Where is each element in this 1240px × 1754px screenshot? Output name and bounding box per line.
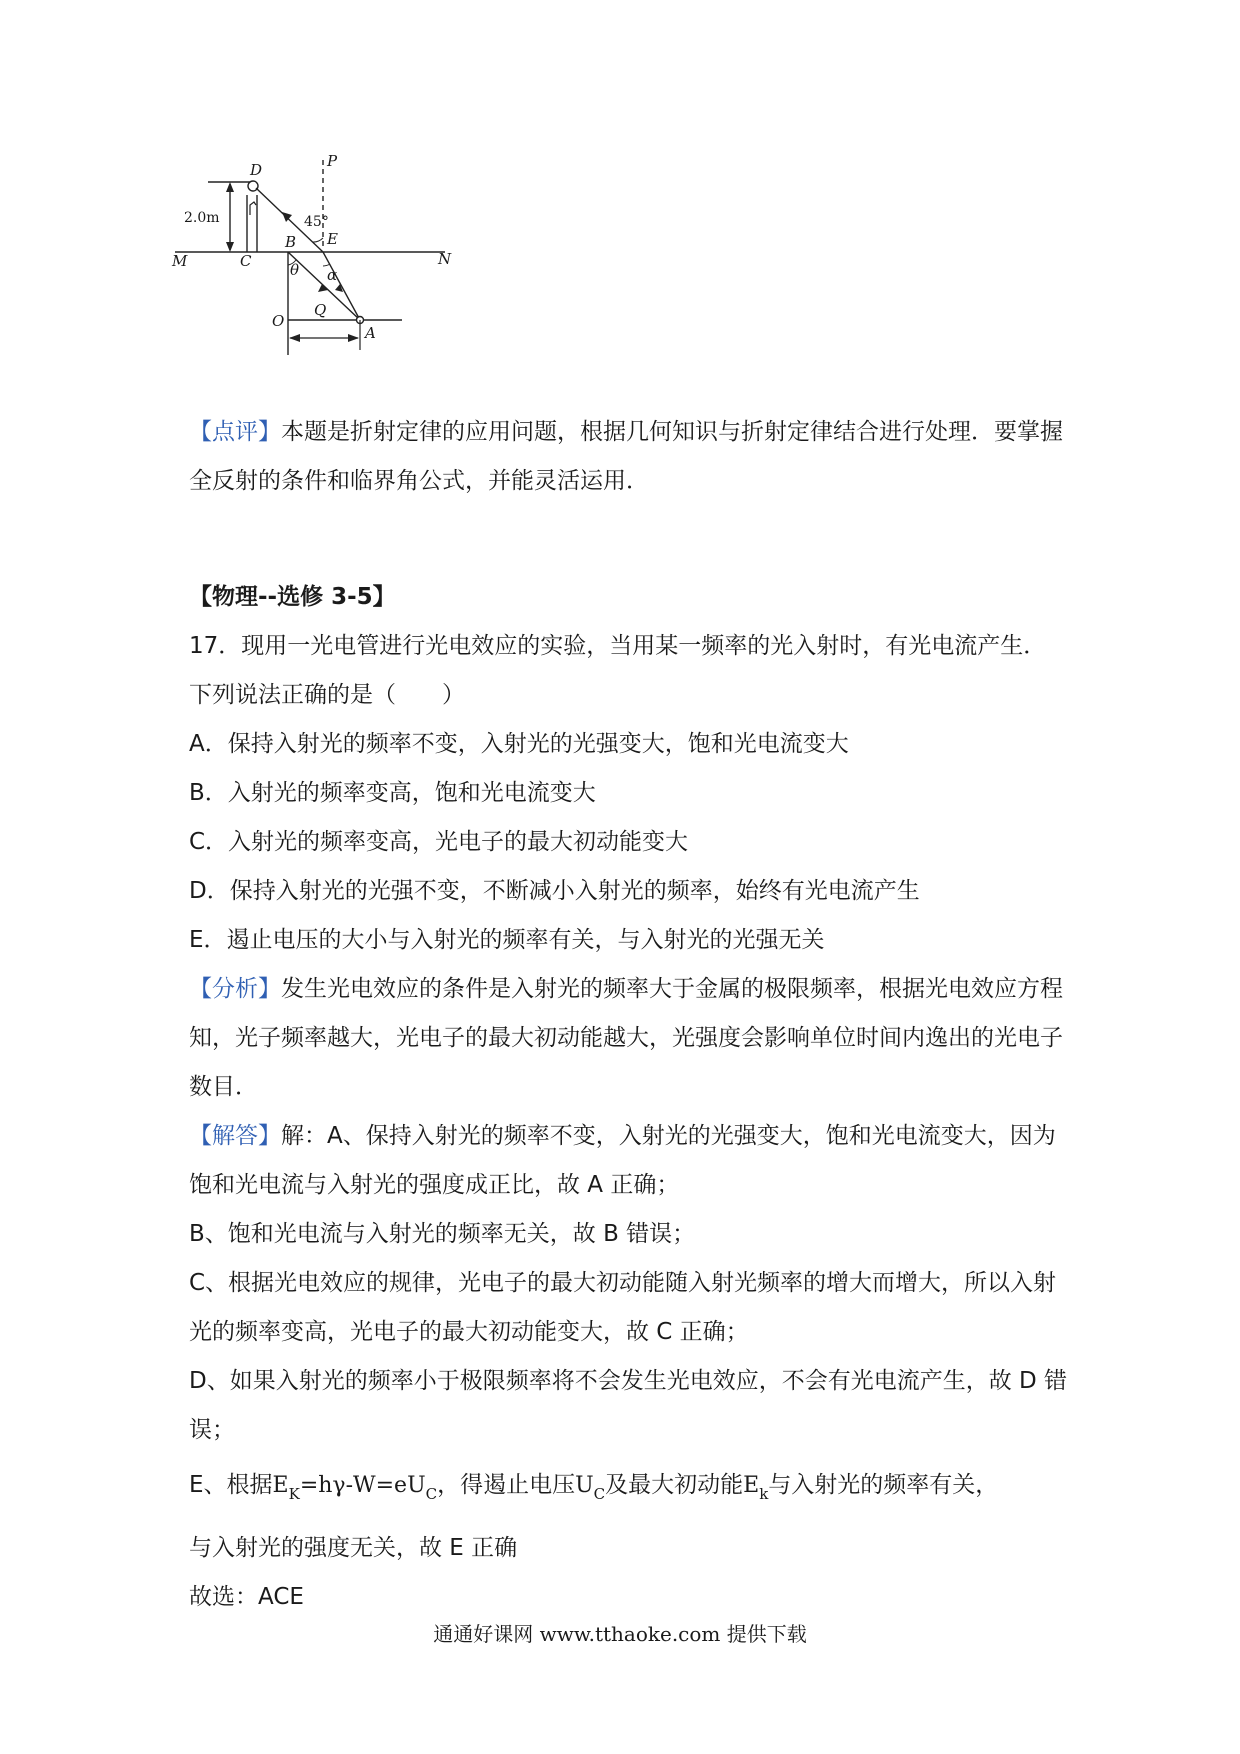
- formula-end: ，: [437, 1472, 461, 1498]
- option-c: C．入射光的频率变高，光电子的最大初动能变大: [189, 829, 689, 855]
- ek-main: E: [743, 1473, 760, 1498]
- distance-arrow-right: [348, 334, 359, 342]
- answer-line-e: [189, 1455, 1069, 1524]
- option-d: D．保持入射光的光强不变，不断减小入射光的频率，始终有光电流产生: [189, 878, 920, 904]
- e-mid-text: 得遏止电压: [460, 1472, 576, 1498]
- answer-line-b: B、饱和光电流与入射光的频率无关，故 B 错误；: [189, 1221, 696, 1247]
- answer-tag: 【解答】: [189, 1123, 281, 1149]
- e-mid-text2: 及最大初动能: [605, 1472, 744, 1498]
- formula-ek2: [743, 1473, 769, 1503]
- answer-first: 解：A、保持入射光的频率不变，入射光的光强变大，饱和光电流变大，因为饱和光电流与入射光的强度成正比，故 A 正确；: [189, 1123, 1056, 1198]
- analysis-text: 发生光电效应的条件是入射光的频率大于金属的极限频率，根据光电效应方程知，光子频率越大，光电子的最大初动能越大，光强度会影响单位时间内逸出的光电子数目．: [189, 976, 1063, 1100]
- formula-e: E: [272, 1473, 289, 1498]
- formula-sub-c: C: [425, 1485, 438, 1503]
- answer-paragraph: [189, 1112, 1069, 1210]
- label-45: 45°: [304, 214, 329, 230]
- distance-arrow-left: [289, 334, 300, 342]
- footer-credit: 通通好课网 www.tthaoke.com 提供下载: [433, 1622, 807, 1646]
- label-c: C: [240, 252, 252, 270]
- document-body: [189, 408, 1069, 1622]
- option-a: A．保持入射光的频率不变，入射光的光强变大，饱和光电流变大: [189, 731, 849, 757]
- label-o: O: [272, 312, 285, 330]
- label-height: 2.0m: [184, 210, 220, 226]
- refraction-diagram: [172, 152, 480, 405]
- formula-uc: [575, 1473, 606, 1503]
- e-prefix: E、根据: [189, 1472, 273, 1498]
- ray-a-to-e: [323, 252, 360, 320]
- final-answer: 故选：ACE: [189, 1584, 304, 1610]
- answer-line-e2: 与入射光的强度无关，故 E 正确: [189, 1535, 518, 1561]
- label-q: Q: [314, 301, 327, 319]
- analysis-tag: 【分析】: [189, 976, 281, 1002]
- height-arrow-top: [226, 182, 234, 192]
- question-stem: 17．现用一光电管进行光电效应的实验，当用某一频率的光入射时，有光电流产生．下列说法正确的是（ ）: [189, 633, 1047, 708]
- label-n: N: [438, 250, 452, 268]
- height-arrow-bottom: [226, 242, 234, 252]
- answer-line-c: C、根据光电效应的规律，光电子的最大初动能随入射光频率的增大而增大，所以入射光的频率变高，光电子的最大初动能变大，故 C 正确；: [189, 1270, 1057, 1345]
- review-tag: 【点评】: [189, 419, 281, 445]
- answer-line-d: D、如果入射光的频率小于极限频率将不会发生光电效应，不会有光电流产生，故 D 错误；: [189, 1368, 1068, 1443]
- angle-45-arc: [312, 238, 323, 242]
- option-b: B．入射光的频率变高，饱和光电流变大: [189, 780, 596, 806]
- label-a: A: [365, 324, 376, 342]
- label-d: D: [250, 161, 263, 179]
- formula-mid: =hγ-W=eU: [299, 1473, 426, 1498]
- point-d-marker: [248, 181, 258, 191]
- uc-main: U: [575, 1473, 594, 1498]
- analysis-paragraph: [189, 965, 1069, 1112]
- formula-sub-k: K: [288, 1485, 300, 1503]
- e-tail: 与入射光的频率有关，: [768, 1472, 999, 1498]
- formula-ek: [272, 1473, 438, 1503]
- label-m: M: [172, 252, 188, 270]
- ek-sub: k: [759, 1485, 769, 1503]
- uc-sub: C: [593, 1485, 606, 1503]
- label-b: B: [285, 233, 297, 251]
- option-e: E．遏止电压的大小与入射光的频率有关，与入射光的光强无关: [189, 927, 825, 953]
- label-p: P: [327, 152, 338, 170]
- section-title: 【物理--选修 3-5】: [189, 584, 396, 610]
- observer-figure: [250, 202, 256, 215]
- label-e: E: [327, 230, 338, 248]
- review-paragraph: [189, 408, 1069, 506]
- label-alpha: α: [327, 266, 338, 284]
- diagram-svg: [172, 152, 480, 405]
- review-text: 本题是折射定律的应用问题，根据几何知识与折射定律结合进行处理．要掌握全反射的条件和临界角公式，并能灵活运用．: [189, 419, 1063, 494]
- label-theta: θ: [290, 261, 300, 279]
